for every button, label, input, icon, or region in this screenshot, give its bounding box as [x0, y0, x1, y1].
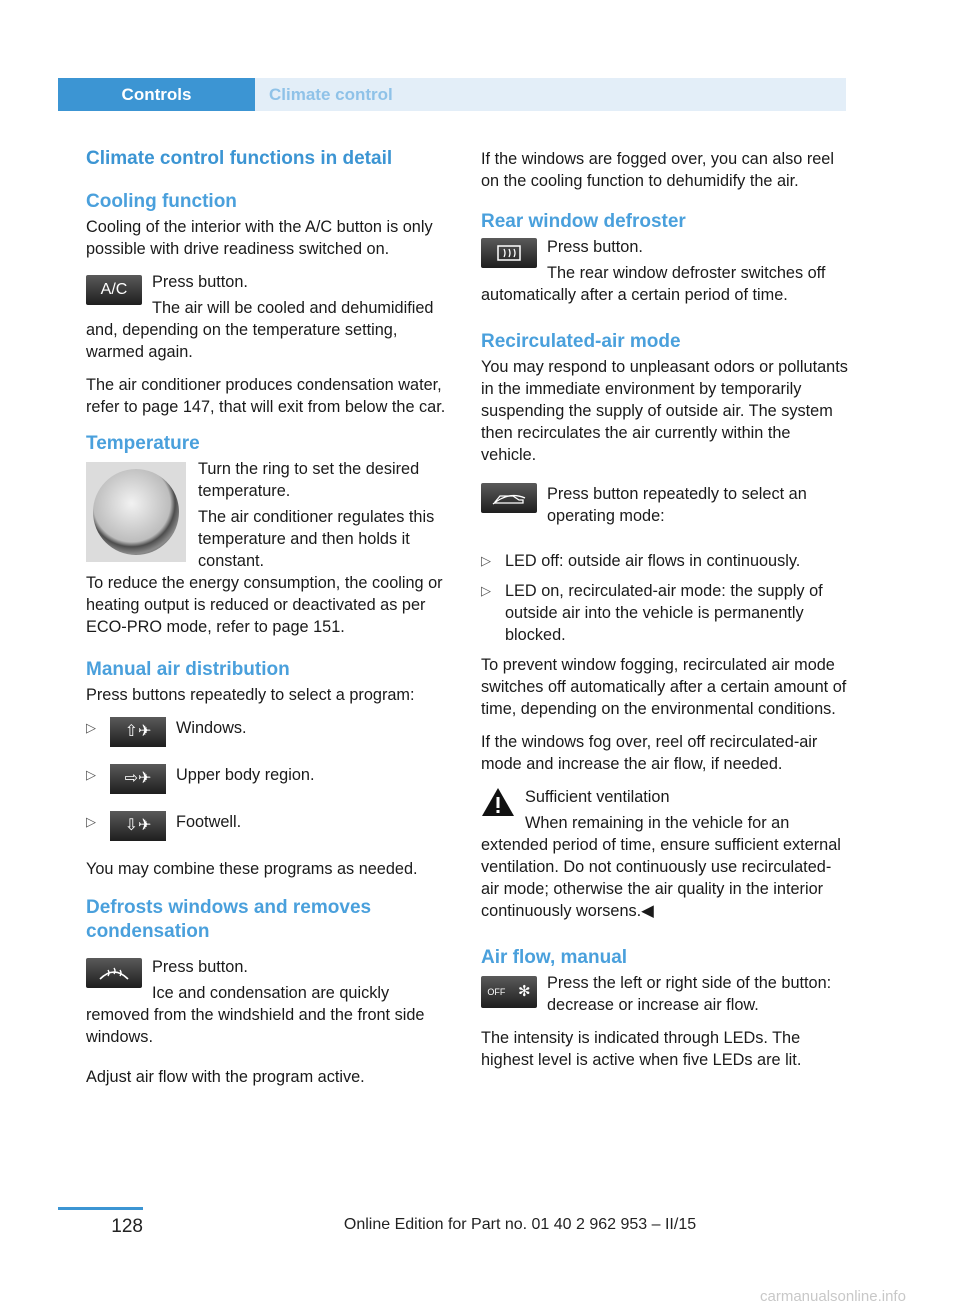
warning-icon	[481, 786, 515, 818]
recirc-press: Press button repeatedly to select an operating mode:	[547, 485, 807, 525]
list-item-label: LED off: outside air flows in continuously.	[505, 552, 801, 570]
recirc-fog-over: If the windows fog over, reel off recirculated-air mode and increase the air flow, if needed.	[481, 733, 818, 773]
bullet-triangle-icon: ▷	[86, 767, 96, 782]
heading-temperature: Temperature	[86, 433, 200, 454]
bullet-triangle-icon: ▷	[481, 583, 491, 598]
list-item	[86, 764, 454, 794]
windows-airflow-icon: ⇧✈	[110, 717, 166, 747]
bullet-triangle-icon: ▷	[86, 720, 96, 735]
list-item	[481, 580, 849, 646]
cooling-intro: Cooling of the interior with the A/C button is only possible with drive readiness switched on.	[86, 218, 433, 258]
heading-recirculated-air: Recirculated-air mode	[481, 331, 681, 352]
rear-press: Press button.	[547, 238, 643, 256]
right-column	[481, 148, 849, 1082]
list-item	[481, 550, 849, 572]
recirc-intro: You may respond to unpleasant odors or pollutants in the immediate environment by temporarily suspending the supply of outside air. The system then recirculates the air currently within the vehicle.	[481, 358, 848, 464]
fan-icon: ✻	[518, 983, 531, 1000]
tab-climate-control[interactable]: Climate control	[269, 84, 393, 104]
list-item	[86, 717, 454, 747]
list-item	[86, 811, 454, 841]
list-item-label: Upper body region.	[176, 766, 315, 784]
watermark: carmanualsonline.info	[760, 1288, 906, 1305]
windshield-defrost-icon	[86, 958, 142, 988]
left-column	[86, 146, 454, 1099]
rear-defrost-icon	[481, 238, 537, 268]
bullet-triangle-icon: ▷	[86, 814, 96, 829]
page-number: 128	[111, 1216, 143, 1237]
footwell-airflow-icon: ⇩✈	[110, 811, 166, 841]
footer-rule	[58, 1207, 143, 1210]
manual-intro: Press buttons repeatedly to select a program:	[86, 686, 415, 704]
cooling-desc: The air will be cooled and dehumidified and, depending on the temperature setting, warmed again.	[86, 299, 434, 361]
air-flow-off-label: OFF	[487, 987, 506, 997]
recirculation-icon	[481, 483, 537, 513]
temperature-eco: To reduce the energy consumption, the cooling or heating output is reduced or deactivated as per ECO-PRO mode, refer to page 151.	[86, 574, 443, 636]
rear-desc: The rear window defroster switches off automatically after a certain period of time.	[481, 264, 826, 304]
edition-note: Online Edition for Part no. 01 40 2 962 953 – II/15	[343, 1216, 697, 1233]
upper-body-airflow-icon: ⇨✈	[110, 764, 166, 794]
airflow-leds: The intensity is indicated through LEDs. The highest level is active when five LEDs are lit.	[481, 1029, 802, 1069]
defrost-desc: Ice and condensation are quickly removed from the windshield and the front side windows.	[86, 984, 425, 1046]
defrost-press: Press button.	[152, 958, 248, 976]
defrost-adjust: Adjust air flow with the program active.	[86, 1068, 365, 1086]
temperature-knob-icon	[86, 462, 186, 562]
cooling-condensation: The air conditioner produces condensation water, refer to page 147, that will exit from below the car.	[86, 376, 446, 416]
air-flow-button-icon	[481, 976, 537, 1008]
heading-defrost: Defrosts windows and removes condensation	[86, 897, 372, 942]
fogged-text: If the windows are fogged over, you can also reel on the cooling function to dehumidify the air.	[481, 150, 834, 190]
warning-title: Sufficient ventilation	[525, 788, 670, 806]
temperature-turn: Turn the ring to set the desired temperature.	[198, 460, 420, 500]
heading-rear-defroster: Rear window defroster	[481, 211, 686, 232]
cooling-press: Press button.	[152, 273, 248, 291]
list-item-label: Footwell.	[176, 813, 242, 831]
tab-controls[interactable]: Controls	[58, 78, 255, 111]
list-item-label: Windows.	[176, 719, 247, 737]
warning-text: When remaining in the vehicle for an extended period of time, ensure sufficient external ventilation. Do not continuously use recirculated-air mode; otherwise the air quality in the interior continuously worsens.◀	[481, 814, 841, 920]
heading-air-flow: Air flow, manual	[481, 947, 628, 968]
heading-cooling: Cooling function	[86, 191, 237, 212]
temperature-regulates: The air conditioner regulates this temperature and then holds it constant.	[198, 508, 435, 570]
heading-manual-air: Manual air distribution	[86, 659, 290, 680]
manual-combine: You may combine these programs as needed.	[86, 860, 418, 878]
recirc-prevent: To prevent window fogging, recirculated air mode switches off automatically after a certain amount of time, depending on the environmental conditions.	[481, 656, 847, 718]
ac-button-icon: A/C	[86, 275, 142, 305]
airflow-press: Press the left or right side of the button: decrease or increase air flow.	[547, 974, 832, 1014]
bullet-triangle-icon: ▷	[481, 553, 491, 568]
list-item-label: LED on, recirculated-air mode: the supply of outside air into the vehicle is permanently blocked.	[505, 582, 823, 644]
section-title: Climate control functions in detail	[86, 148, 393, 169]
